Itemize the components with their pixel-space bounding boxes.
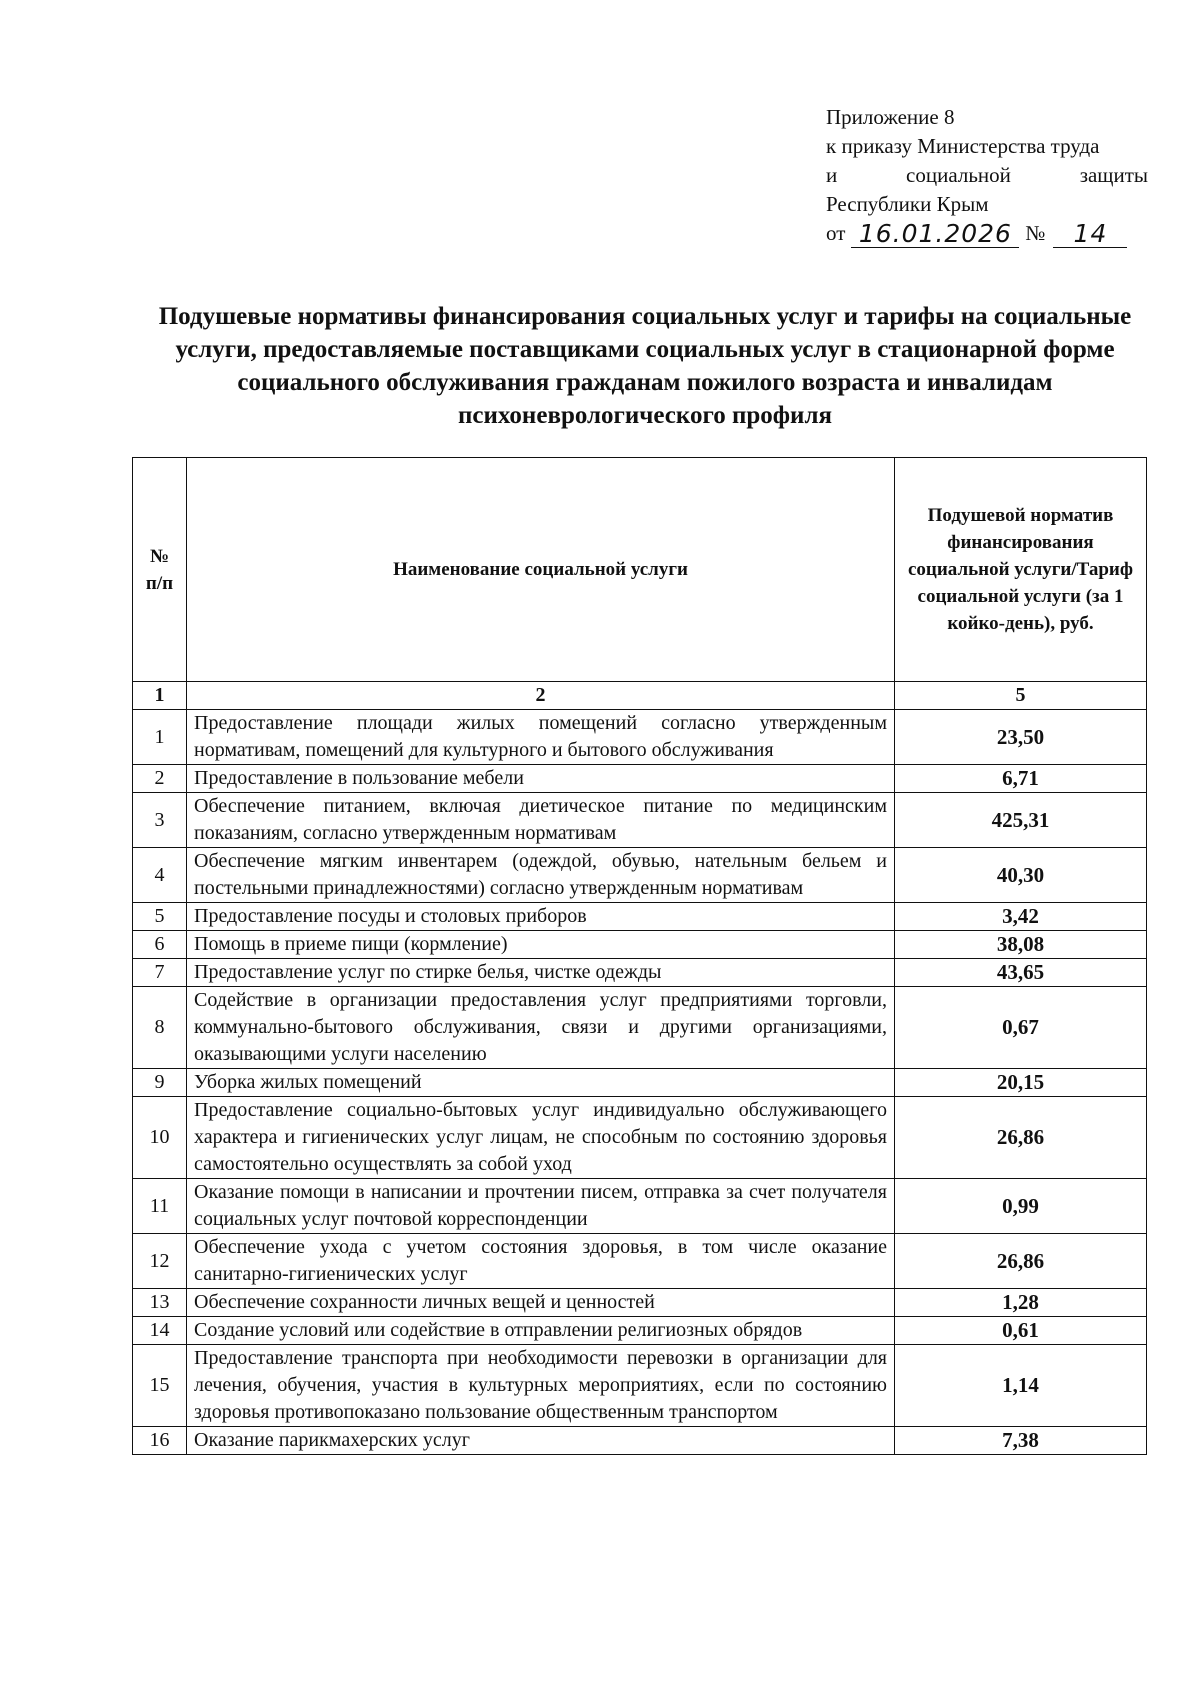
service-value: 26,86 bbox=[895, 1097, 1147, 1179]
annex-line-3 bbox=[826, 161, 1148, 190]
annex-line-4: Республики Крым bbox=[826, 192, 989, 216]
table-header-row bbox=[133, 458, 1147, 682]
service-value: 1,28 bbox=[895, 1289, 1147, 1317]
handwritten-number: 14 bbox=[1053, 221, 1127, 248]
table-row bbox=[133, 1069, 1147, 1097]
service-value: 43,65 bbox=[895, 959, 1147, 987]
service-name: Обеспечение мягким инвентарем (одеждой, обувью, нательным бельем и постельными принадлежностями) согласно утвержденным нормативам bbox=[187, 848, 895, 903]
row-number: 2 bbox=[133, 765, 187, 793]
column-numbers-row bbox=[133, 682, 1147, 710]
row-number: 7 bbox=[133, 959, 187, 987]
row-number: 16 bbox=[133, 1427, 187, 1455]
table-row bbox=[133, 1317, 1147, 1345]
date-prefix: от bbox=[826, 221, 846, 245]
document-title: Подушевые нормативы финансирования социальных услуг и тарифы на социальные услуги, предоставляемые поставщиками социальных услуг в стационарной форме социального обслуживания гражданам пожилого возраста и инвалидам психоневрологического профиля bbox=[158, 303, 1132, 429]
table-row bbox=[133, 1179, 1147, 1234]
column-number-1: 1 bbox=[133, 682, 187, 710]
annex-line-3-word-3: защиты bbox=[1079, 163, 1148, 187]
service-name: Предоставление в пользование мебели bbox=[187, 765, 895, 793]
handwritten-date: 16.01.2026 bbox=[851, 221, 1019, 248]
column-number-2: 2 bbox=[187, 682, 895, 710]
service-value: 20,15 bbox=[895, 1069, 1147, 1097]
service-value: 40,30 bbox=[895, 848, 1147, 903]
service-value: 6,71 bbox=[895, 765, 1147, 793]
table-row bbox=[133, 1289, 1147, 1317]
row-number: 12 bbox=[133, 1234, 187, 1289]
service-name: Предоставление транспорта при необходимости перевозки в организации для лечения, обучения, участия в культурных мероприятиях, если по состоянию здоровья противопоказано пользование общественным транспортом bbox=[187, 1345, 895, 1427]
row-number: 1 bbox=[133, 710, 187, 765]
service-name: Оказание помощи в написании и прочтении писем, отправка за счет получателя социальных услуг почтовой корреспонденции bbox=[187, 1179, 895, 1234]
service-value: 1,14 bbox=[895, 1345, 1147, 1427]
row-number: 11 bbox=[133, 1179, 187, 1234]
service-name: Помощь в приеме пищи (кормление) bbox=[187, 931, 895, 959]
service-name: Предоставление социально-бытовых услуг индивидуально обслуживающего характера и гигиенических услуг лицам, не способным по состоянию здоровья самостоятельно осуществлять за собой уход bbox=[187, 1097, 895, 1179]
row-number: 9 bbox=[133, 1069, 187, 1097]
service-name: Обеспечение питанием, включая диетическое питание по медицинским показаниям, согласно утвержденным нормативам bbox=[187, 793, 895, 848]
table-row bbox=[133, 987, 1147, 1069]
table-row bbox=[133, 793, 1147, 848]
row-number: 4 bbox=[133, 848, 187, 903]
service-value: 3,42 bbox=[895, 903, 1147, 931]
service-name: Предоставление услуг по стирке белья, чистке одежды bbox=[187, 959, 895, 987]
norms-table bbox=[132, 457, 1147, 1455]
service-name: Обеспечение ухода с учетом состояния здоровья, в том числе оказание санитарно-гигиенических услуг bbox=[187, 1234, 895, 1289]
row-number: 5 bbox=[133, 903, 187, 931]
service-value: 26,86 bbox=[895, 1234, 1147, 1289]
header-name: Наименование социальной услуги bbox=[187, 458, 895, 682]
annex-line-1: Приложение 8 bbox=[826, 105, 955, 129]
service-name: Создание условий или содействие в отправлении религиозных обрядов bbox=[187, 1317, 895, 1345]
header-value: Подушевой норматив финансирования социальной услуги/Тариф социальной услуги (за 1 койко-день), руб. bbox=[895, 458, 1147, 682]
table-row bbox=[133, 931, 1147, 959]
annex-date-line bbox=[826, 219, 1148, 248]
column-number-3: 5 bbox=[895, 682, 1147, 710]
row-number: 10 bbox=[133, 1097, 187, 1179]
service-value: 0,99 bbox=[895, 1179, 1147, 1234]
service-name: Предоставление площади жилых помещений согласно утвержденным нормативам, помещений для культурного и бытового обслуживания bbox=[187, 710, 895, 765]
service-name: Оказание парикмахерских услуг bbox=[187, 1427, 895, 1455]
row-number: 3 bbox=[133, 793, 187, 848]
service-value: 7,38 bbox=[895, 1427, 1147, 1455]
table-row bbox=[133, 903, 1147, 931]
number-prefix: № bbox=[1025, 221, 1046, 245]
annex-block bbox=[826, 103, 1148, 248]
service-value: 38,08 bbox=[895, 931, 1147, 959]
service-value: 23,50 bbox=[895, 710, 1147, 765]
annex-line-3-word-1: и bbox=[826, 163, 838, 187]
table-row bbox=[133, 710, 1147, 765]
table-row bbox=[133, 1345, 1147, 1427]
annex-line-2: к приказу Министерства труда bbox=[826, 134, 1100, 158]
service-value: 0,61 bbox=[895, 1317, 1147, 1345]
row-number: 8 bbox=[133, 987, 187, 1069]
table-row bbox=[133, 959, 1147, 987]
row-number: 14 bbox=[133, 1317, 187, 1345]
header-number: № п/п bbox=[133, 458, 187, 682]
service-value: 425,31 bbox=[895, 793, 1147, 848]
row-number: 13 bbox=[133, 1289, 187, 1317]
service-name: Уборка жилых помещений bbox=[187, 1069, 895, 1097]
annex-line-3-word-2: социальной bbox=[906, 163, 1011, 187]
service-name: Содействие в организации предоставления услуг предприятиями торговли, коммунально-бытового обслуживания, связи и другими организациями, оказывающими услуги населению bbox=[187, 987, 895, 1069]
row-number: 6 bbox=[133, 931, 187, 959]
table-row bbox=[133, 1097, 1147, 1179]
service-value: 0,67 bbox=[895, 987, 1147, 1069]
service-name: Предоставление посуды и столовых приборов bbox=[187, 903, 895, 931]
table-row bbox=[133, 848, 1147, 903]
row-number: 15 bbox=[133, 1345, 187, 1427]
table-row bbox=[133, 1427, 1147, 1455]
table-row bbox=[133, 1234, 1147, 1289]
service-name: Обеспечение сохранности личных вещей и ценностей bbox=[187, 1289, 895, 1317]
table-row bbox=[133, 765, 1147, 793]
